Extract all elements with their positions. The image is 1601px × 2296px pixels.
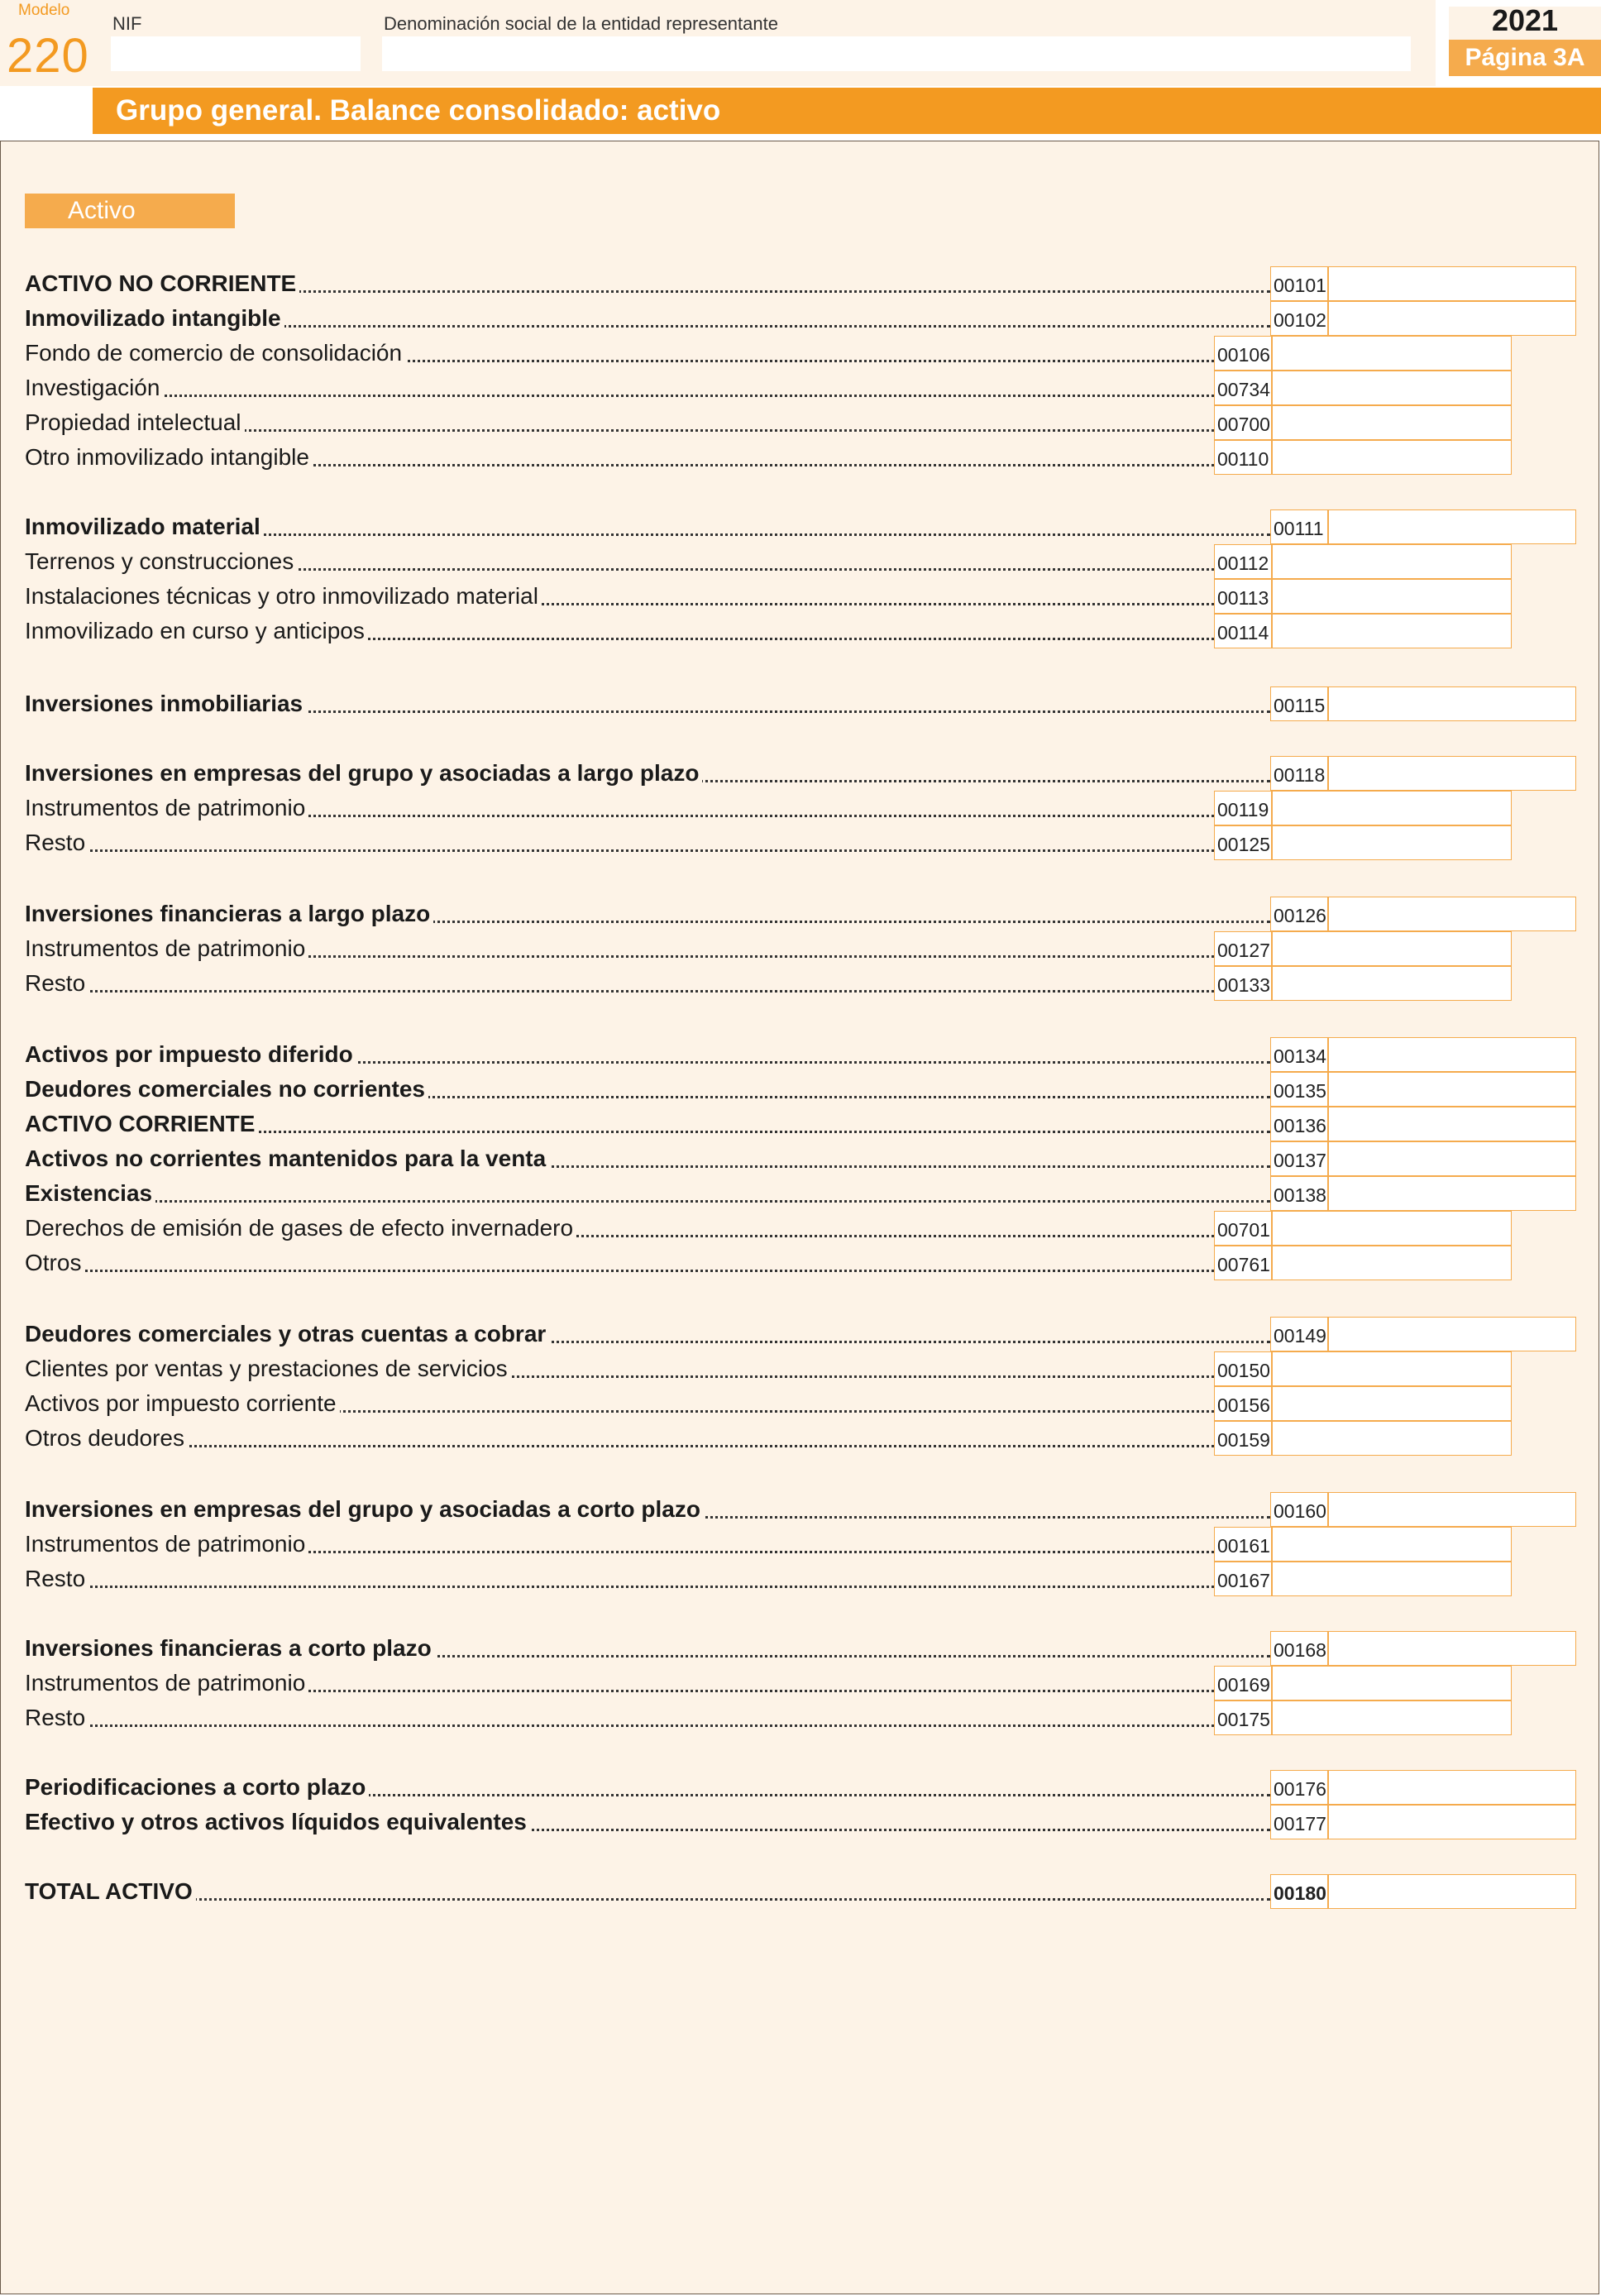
row-label-text: Deudores comerciales y otras cuentas a cobrar — [25, 1321, 549, 1347]
row-label — [25, 1317, 1270, 1351]
dot-leader — [25, 1270, 1214, 1272]
amount-field[interactable] — [1328, 1072, 1576, 1107]
amount-field[interactable] — [1272, 931, 1512, 966]
row-label — [25, 1037, 1270, 1072]
amount-field[interactable] — [1272, 336, 1512, 371]
row-label-text: Efectivo y otros activos líquidos equivalentes — [25, 1809, 530, 1834]
row-label-text: Instrumentos de patrimonio — [25, 1531, 308, 1557]
box-code: 00106 — [1214, 336, 1272, 371]
row-label-text: ACTIVO NO CORRIENTE — [25, 270, 299, 296]
box-code: 00167 — [1214, 1562, 1272, 1596]
row-label — [25, 1421, 1214, 1456]
row-label — [25, 509, 1270, 544]
dot-leader — [25, 1445, 1214, 1447]
box-code: 00176 — [1270, 1770, 1328, 1805]
box-code: 00156 — [1214, 1386, 1272, 1421]
box-code: 00101 — [1270, 266, 1328, 301]
box-code: 00127 — [1214, 931, 1272, 966]
section-tab-activo: Activo — [25, 194, 235, 228]
row-label — [25, 1107, 1270, 1141]
box-code: 00115 — [1270, 686, 1328, 721]
row-label — [25, 440, 1214, 475]
denominacion-field[interactable] — [382, 36, 1411, 71]
modelo-label: Modelo — [18, 2, 70, 19]
amount-field[interactable] — [1328, 301, 1576, 336]
box-code: 00734 — [1214, 371, 1272, 405]
amount-field[interactable] — [1272, 371, 1512, 405]
row-label — [25, 791, 1214, 825]
row-label-text: Fondo de comercio de consolidación — [25, 340, 405, 366]
amount-field[interactable] — [1328, 1874, 1576, 1909]
dot-leader — [25, 1200, 1270, 1203]
amount-field[interactable] — [1272, 1211, 1512, 1246]
row-label — [25, 1492, 1270, 1527]
row-label-text: Inversiones financieras a largo plazo — [25, 901, 433, 926]
row-label — [25, 301, 1270, 336]
row-label — [25, 1666, 1214, 1700]
row-label — [25, 544, 1214, 579]
amount-field[interactable] — [1272, 579, 1512, 614]
row-label — [25, 266, 1270, 301]
row-label — [25, 756, 1270, 791]
row-label-text: Otros — [25, 1250, 84, 1275]
amount-field[interactable] — [1328, 897, 1576, 931]
row-label-text: Existencias — [25, 1180, 155, 1206]
amount-field[interactable] — [1272, 1421, 1512, 1456]
box-code: 00177 — [1270, 1805, 1328, 1839]
amount-field[interactable] — [1272, 1666, 1512, 1700]
row-label — [25, 371, 1214, 405]
nif-label: NIF — [112, 13, 142, 34]
box-code: 00102 — [1270, 301, 1328, 336]
row-label-text: Inversiones financieras a corto plazo — [25, 1635, 435, 1661]
box-code: 00169 — [1214, 1666, 1272, 1700]
box-code: 00111 — [1270, 509, 1328, 544]
row-label — [25, 336, 1214, 371]
amount-field[interactable] — [1272, 825, 1512, 860]
year-label: 2021 — [1491, 3, 1559, 37]
amount-field[interactable] — [1272, 1527, 1512, 1562]
row-label-text: Propiedad intelectual — [25, 409, 245, 435]
row-label-text: Inversiones en empresas del grupo y asociadas a corto plazo — [25, 1496, 704, 1522]
row-label — [25, 1805, 1270, 1839]
amount-field[interactable] — [1272, 440, 1512, 475]
row-label — [25, 1700, 1214, 1735]
row-label — [25, 405, 1214, 440]
row-label-text: Inversiones en empresas del grupo y asociadas a largo plazo — [25, 760, 702, 786]
box-code: 00137 — [1270, 1141, 1328, 1176]
modelo-number: 220 — [7, 29, 89, 83]
box-code: 00159 — [1214, 1421, 1272, 1456]
box-code: 00700 — [1214, 405, 1272, 440]
row-label — [25, 1176, 1270, 1211]
box-code: 00701 — [1214, 1211, 1272, 1246]
amount-field[interactable] — [1328, 1107, 1576, 1141]
row-label — [25, 1770, 1270, 1805]
row-label — [25, 1527, 1214, 1562]
amount-field[interactable] — [1328, 1317, 1576, 1351]
amount-field[interactable] — [1272, 1562, 1512, 1596]
box-code: 00113 — [1214, 579, 1272, 614]
row-label-text: Resto — [25, 1566, 88, 1591]
box-code: 00112 — [1214, 544, 1272, 579]
box-code: 00119 — [1214, 791, 1272, 825]
dot-leader — [25, 1586, 1214, 1588]
row-label — [25, 1874, 1270, 1909]
amount-field[interactable] — [1272, 966, 1512, 1001]
dot-leader — [25, 849, 1214, 852]
dot-leader — [25, 990, 1214, 993]
row-label-text: Instalaciones técnicas y otro inmovilizado material — [25, 583, 542, 609]
row-label-text: Otro inmovilizado intangible — [25, 444, 313, 470]
row-label — [25, 1141, 1270, 1176]
box-code: 00150 — [1214, 1351, 1272, 1386]
row-label-text: Inmovilizado material — [25, 514, 264, 539]
row-label-text: Activos por impuesto diferido — [25, 1041, 356, 1067]
amount-field[interactable] — [1328, 266, 1576, 301]
amount-field[interactable] — [1328, 1770, 1576, 1805]
box-code: 00134 — [1270, 1037, 1328, 1072]
amount-field[interactable] — [1272, 791, 1512, 825]
box-code: 00161 — [1214, 1527, 1272, 1562]
amount-field[interactable] — [1272, 405, 1512, 440]
amount-field[interactable] — [1272, 1386, 1512, 1421]
box-code: 00136 — [1270, 1107, 1328, 1141]
row-label — [25, 1631, 1270, 1666]
box-code: 00110 — [1214, 440, 1272, 475]
amount-field[interactable] — [1272, 1246, 1512, 1280]
amount-field[interactable] — [1328, 686, 1576, 721]
amount-field[interactable] — [1272, 1351, 1512, 1386]
row-label — [25, 966, 1214, 1001]
box-code: 00125 — [1214, 825, 1272, 860]
amount-field[interactable] — [1328, 1176, 1576, 1211]
amount-field[interactable] — [1328, 1037, 1576, 1072]
row-label-text: Derechos de emisión de gases de efecto invernadero — [25, 1215, 576, 1241]
row-label-text: Investigación — [25, 375, 163, 400]
amount-field[interactable] — [1272, 544, 1512, 579]
row-label — [25, 1562, 1214, 1596]
row-label — [25, 1246, 1214, 1280]
box-code: 00168 — [1270, 1631, 1328, 1666]
row-label — [25, 579, 1214, 614]
row-label-text: Periodificaciones a corto plazo — [25, 1774, 369, 1800]
row-label — [25, 1211, 1214, 1246]
box-code: 00149 — [1270, 1317, 1328, 1351]
box-code: 00160 — [1270, 1492, 1328, 1527]
page-badge: Página 3A — [1449, 40, 1601, 76]
row-label-text: Activos no corrientes mantenidos para la venta — [25, 1146, 549, 1171]
row-label-text: Inmovilizado en curso y anticipos — [25, 618, 368, 643]
row-label — [25, 1386, 1214, 1421]
amount-field[interactable] — [1328, 1631, 1576, 1666]
amount-field[interactable] — [1272, 1700, 1512, 1735]
box-code: 00175 — [1214, 1700, 1272, 1735]
nif-field[interactable] — [111, 36, 361, 71]
amount-field[interactable] — [1328, 509, 1576, 544]
dot-leader — [25, 1898, 1270, 1901]
amount-field[interactable] — [1328, 1141, 1576, 1176]
row-label — [25, 1072, 1270, 1107]
box-code: 00138 — [1270, 1176, 1328, 1211]
row-label-text: ACTIVO CORRIENTE — [25, 1111, 258, 1136]
box-code: 00135 — [1270, 1072, 1328, 1107]
row-label-text: Resto — [25, 830, 88, 855]
row-label-text: Resto — [25, 1705, 88, 1730]
box-code: 00126 — [1270, 897, 1328, 931]
row-label — [25, 1351, 1214, 1386]
row-label-text: Inversiones inmobiliarias — [25, 691, 306, 716]
row-label-text: Instrumentos de patrimonio — [25, 1670, 308, 1696]
row-label-text: Deudores comerciales no corrientes — [25, 1076, 428, 1102]
box-code: 00133 — [1214, 966, 1272, 1001]
box-code: 00761 — [1214, 1246, 1272, 1280]
amount-field[interactable] — [1272, 614, 1512, 648]
row-label-text: TOTAL ACTIVO — [25, 1878, 196, 1904]
page-title: Grupo general. Balance consolidado: activo — [116, 94, 721, 127]
row-label-text: Resto — [25, 970, 88, 996]
row-label — [25, 931, 1214, 966]
row-label-text: Instrumentos de patrimonio — [25, 795, 308, 820]
denominacion-label: Denominación social de la entidad representante — [384, 13, 778, 34]
box-code: 00114 — [1214, 614, 1272, 648]
box-code: 00180 — [1270, 1874, 1328, 1909]
row-label — [25, 614, 1214, 648]
dot-leader — [25, 1724, 1214, 1727]
box-code: 00118 — [1270, 756, 1328, 791]
row-label-text: Otros deudores — [25, 1425, 188, 1451]
row-label — [25, 686, 1270, 721]
amount-field[interactable] — [1328, 756, 1576, 791]
row-label — [25, 897, 1270, 931]
amount-field[interactable] — [1328, 1805, 1576, 1839]
row-label-text: Inmovilizado intangible — [25, 305, 284, 331]
row-label-text: Instrumentos de patrimonio — [25, 935, 308, 961]
row-label-text: Clientes por ventas y prestaciones de servicios — [25, 1356, 511, 1381]
row-label — [25, 825, 1214, 860]
dot-leader — [25, 395, 1214, 397]
row-label-text: Terrenos y construcciones — [25, 548, 297, 574]
row-label-text: Activos por impuesto corriente — [25, 1390, 340, 1416]
amount-field[interactable] — [1328, 1492, 1576, 1527]
